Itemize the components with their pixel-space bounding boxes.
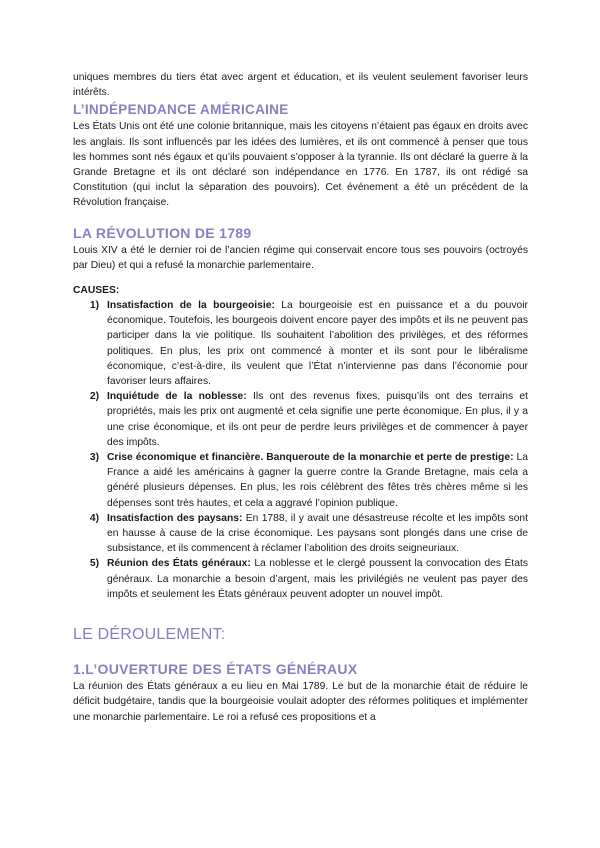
causes-heading: CAUSES: — [73, 285, 120, 297]
cause-title: Insatisfaction des paysans: — [107, 512, 243, 524]
cause-item-5 — [73, 556, 528, 602]
cause-number: 2) — [89, 391, 99, 403]
revolution-paragraph: Louis XIV a été le dernier roi de l’ancien régime qui conservait encore tous ses pouvoirs (octroyés par Dieu) et qui a refusé la monarchie parlementaire. — [73, 244, 528, 271]
cause-body — [107, 450, 528, 511]
cause-number: 1) — [89, 300, 99, 312]
cause-number: 4) — [89, 512, 99, 524]
page-content — [73, 70, 528, 725]
revolution-heading: LA RÉVOLUTION DE 1789 — [73, 224, 252, 241]
cause-title: Réunion des États généraux: — [107, 558, 251, 570]
cause-item-1 — [73, 298, 528, 389]
independence-paragraph: Les États Unis ont été une colonie britannique, mais les citoyens n’étaient pas égaux en droits avec les anglais. Ils sont influencés par les idées des lumières, et ils ont commencé à penser que tous les hommes sont nés égaux et qu’ils pouvaient s’opposer à la tyrannie. Ils ont déclaré la guerre à la Grande Bretagne et ils ont déclaré son indépendance en 1776. En 1787, ils ont rédigé sa Constitution (qui inclut la séparation des pouvoirs). Cet événement a été un précédent de la Révolution française. — [73, 121, 528, 209]
cause-title: Crise économique et financière. Banqueroute de la monarchie et perte de prestige: — [107, 452, 514, 464]
cause-item-2 — [73, 389, 528, 450]
cause-text: La noblesse et le clergé poussent la convocation des États généraux. La monarchie a besoin d’argent, mais les privilégiés ne veulent pas payer des impôts et seulement les États généraux peuvent adopter un nouvel impôt. — [107, 558, 528, 600]
independence-heading: L’INDÉPENDANCE AMÉRICAINE — [73, 102, 289, 118]
cause-number: 3) — [89, 452, 99, 464]
cause-text: Ils ont des revenus fixes, puisqu’ils ont des terrains et propriétés, mais les prix ont augmenté et cela signifie une perte économique. En plus, il y a une crise économique, et ils ont peur de perdre leurs privilèges et de commencer à payer des impôts. — [107, 391, 528, 448]
cause-title: Inquiétude de la noblesse: — [107, 391, 247, 403]
cause-body — [107, 511, 528, 557]
cause-title: Insatisfaction de la bourgeoisie: — [107, 300, 275, 312]
intro-continuation: uniques membres du tiers état avec argent et éducation, et ils veulent seulement favoriser leurs intérêts. — [73, 72, 528, 99]
cause-text: La France a aidé les américains à gagner la guerre contre la Grande Bretagne, mais cela a généré plusieurs dépenses. En plus, les rois célèbrent des fêtes très chères même si les dépenses sont très hautes, et cela a aggravé l’opinion publique. — [107, 452, 528, 509]
cause-body — [107, 298, 528, 389]
ouverture-heading: 1.L’OUVERTURE DES ÉTATS GÉNÉRAUX — [73, 661, 358, 678]
cause-text: En 1788, il y avait une désastreuse récolte et les impôts sont en hausse à cause de la crise économique. Les paysans sont plongés dans une crise de subsistance, et ils commencent à réclamer l’abolition des droits seigneuriaux. — [107, 512, 529, 555]
ouverture-paragraph: La réunion des États généraux a eu lieu en Mai 1789. Le but de la monarchie était de réduire le déficit budgétaire, tandis que la bourgeoisie voulait adopter des réformes politiques et implémenter une monarchie parlementaire. Le roi a refusé ces propositions et a — [73, 681, 528, 723]
deroulement-heading: LE DÉROULEMENT: — [73, 626, 226, 644]
cause-item-4 — [73, 511, 528, 557]
cause-body — [107, 556, 528, 602]
causes-list — [73, 298, 528, 602]
cause-number: 5) — [89, 558, 99, 570]
cause-body — [107, 389, 528, 450]
cause-item-3 — [73, 450, 528, 511]
cause-text: La bourgeoisie est en puissance et a du pouvoir économique. Toutefois, les bourgeois doivent encore payer des impôts et ils ne peuvent pas participer dans la vie politique. Ils souhaitent l’abolition des privilèges, et des réformes politiques. En plus, les prix ont commencé à monter et ils sont pour le libéralisme économique, c’est-à-dire, ils veulent que l’État n’intervienne pas dans l’économie pour favoriser leurs affaires. — [107, 300, 528, 388]
